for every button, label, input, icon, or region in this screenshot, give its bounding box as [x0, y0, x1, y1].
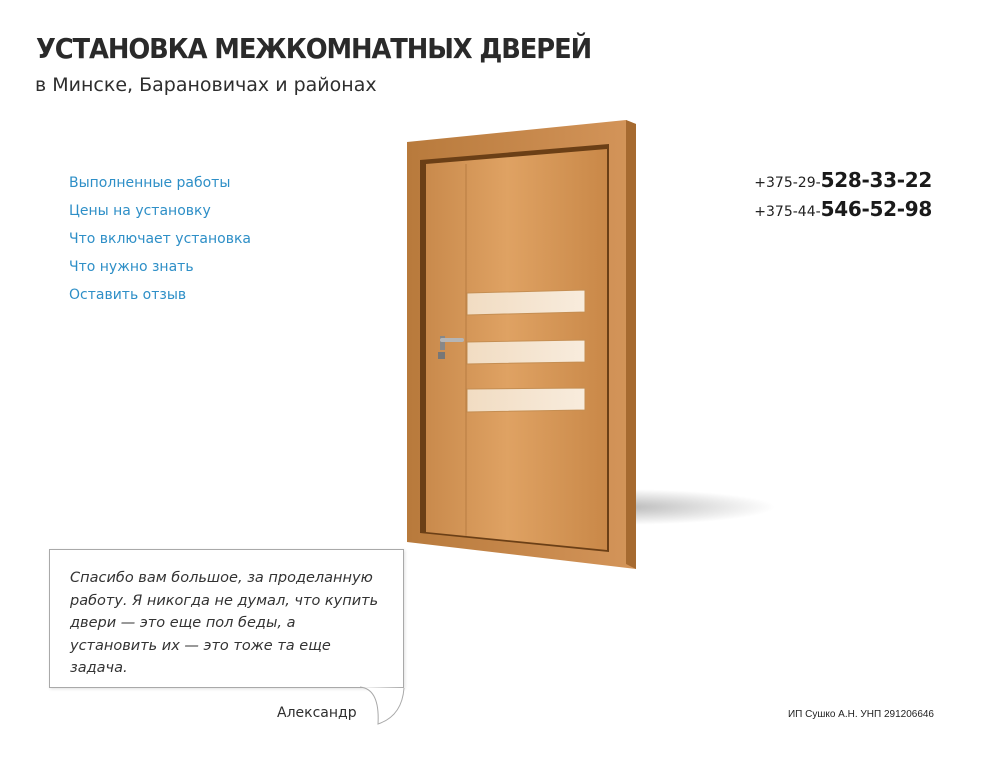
door-glass-bottom	[467, 388, 585, 412]
page-title: УСТАНОВКА МЕЖКОМНАТНЫХ ДВЕРЕЙ	[36, 32, 592, 65]
review-text: Спасибо вам большое, за проделанную работу. Я никогда не думал, что купить двери — это еще пол беды, а установить их — это тоже та еще задача.	[70, 570, 379, 676]
review-author: Александр	[277, 705, 357, 721]
nav-link-installation-includes[interactable]: Что включает установка	[69, 231, 251, 247]
door-glass-top	[467, 290, 585, 315]
nav-item-completed-works	[69, 172, 251, 200]
phone-life[interactable]	[754, 195, 932, 224]
nav-item-prices	[69, 200, 251, 228]
door-glass-middle	[467, 340, 585, 364]
nav-item-leave-review	[69, 284, 251, 312]
phone-velcom[interactable]	[754, 166, 932, 195]
nav-link-prices[interactable]: Цены на установку	[69, 203, 211, 219]
door-handle	[440, 338, 464, 342]
phone-prefix: +375-44-	[754, 204, 821, 220]
phone-prefix: +375-29-	[754, 175, 821, 191]
contact-phones	[754, 166, 932, 224]
nav-link-leave-review[interactable]: Оставить отзыв	[69, 287, 187, 303]
phone-number: 546-52-98	[820, 197, 932, 221]
nav-item-need-to-know	[69, 256, 251, 284]
nav-link-completed-works[interactable]: Выполненные работы	[69, 175, 231, 191]
phone-number: 528-33-22	[820, 168, 932, 192]
nav-link-need-to-know[interactable]: Что нужно знать	[69, 259, 194, 275]
door-lock	[438, 352, 445, 359]
review-bubble-tail	[360, 686, 408, 728]
door-frame-side	[626, 120, 636, 569]
review-bubble	[49, 549, 404, 688]
footer-legal: ИП Сушко А.Н. УНП 291206646	[787, 709, 934, 720]
main-nav	[69, 172, 251, 312]
door-icon	[380, 112, 780, 582]
page-subtitle: в Минске, Барановичах и районах	[35, 74, 377, 96]
nav-item-installation-includes	[69, 228, 251, 256]
